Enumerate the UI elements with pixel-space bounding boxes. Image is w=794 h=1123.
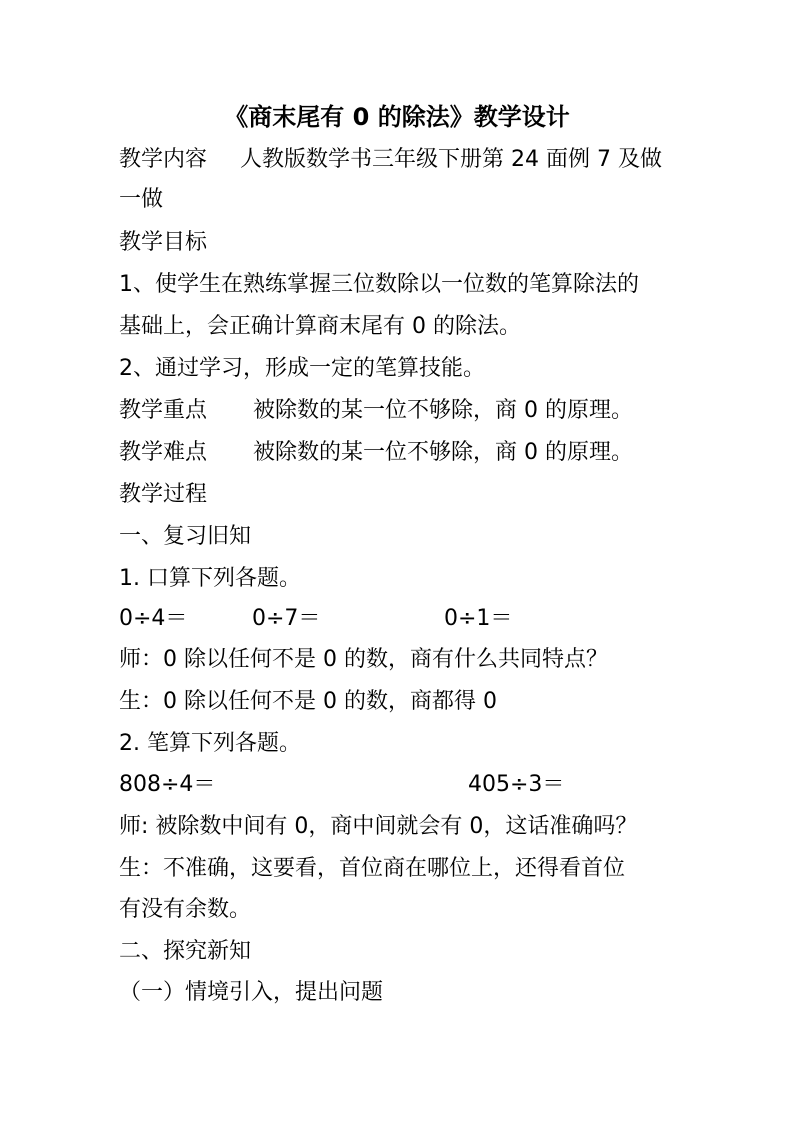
section-2-heading: 二、探究新知 [119, 939, 252, 964]
teaching-content-continuation: 一做 [119, 187, 164, 212]
key-point-line [119, 391, 679, 431]
oral-problems-row [119, 599, 539, 639]
written-problem: 405÷3＝ [468, 772, 565, 797]
document-title: 《商末尾有 0 的除法》教学设计 [224, 103, 570, 131]
teaching-content-text: 人教版数学书三年级下册第 24 面例 7 及做 [240, 147, 662, 172]
goal-1-line-2: 基础上，会正确计算商末尾有 0 的除法。 [119, 314, 521, 339]
teacher-question-1: 师：0 除以任何不是 0 的数，商有什么共同特点？ [119, 647, 608, 672]
item-1-oral-calc: 1. 口算下列各题。 [119, 566, 301, 591]
section-1-heading: 一、复习旧知 [119, 524, 252, 549]
item-2-written-calc: 2. 笔算下列各题。 [119, 731, 301, 756]
key-point-label: 教学重点 [119, 398, 208, 423]
subsection-1-heading: （一）情境引入，提出问题 [119, 980, 384, 1005]
written-problem: 808÷4＝ [119, 772, 216, 797]
goal-1-line-1: 1、使学生在熟练掌握三位数除以一位数的笔算除法的 [119, 272, 639, 297]
difficulty-label: 教学难点 [119, 440, 208, 465]
goals-heading: 教学目标 [119, 230, 208, 255]
process-heading: 教学过程 [119, 482, 208, 507]
goal-2: 2、通过学习，形成一定的笔算技能。 [119, 356, 485, 381]
written-problems-row [119, 765, 579, 805]
oral-problem: 0÷7＝ [252, 606, 321, 631]
student-answer-2-line-1: 生：不准确，这要看，首位商在哪位上，还得看首位 [119, 856, 626, 881]
oral-problem: 0÷4＝ [119, 606, 188, 631]
difficulty-text: 被除数的某一位不够除，商 0 的原理。 [253, 440, 633, 465]
student-answer-2-line-2: 有没有余数。 [119, 897, 252, 922]
teaching-content-label: 教学内容 [119, 147, 208, 172]
key-point-text: 被除数的某一位不够除，商 0 的原理。 [253, 398, 633, 423]
teaching-content-line [119, 140, 679, 180]
oral-problem: 0÷1＝ [444, 606, 513, 631]
difficulty-line [119, 433, 679, 473]
teacher-question-2: 师: 被除数中间有 0，商中间就会有 0，这话准确吗？ [119, 814, 638, 839]
student-answer-1: 生：0 除以任何不是 0 的数，商都得 0 [119, 689, 497, 714]
